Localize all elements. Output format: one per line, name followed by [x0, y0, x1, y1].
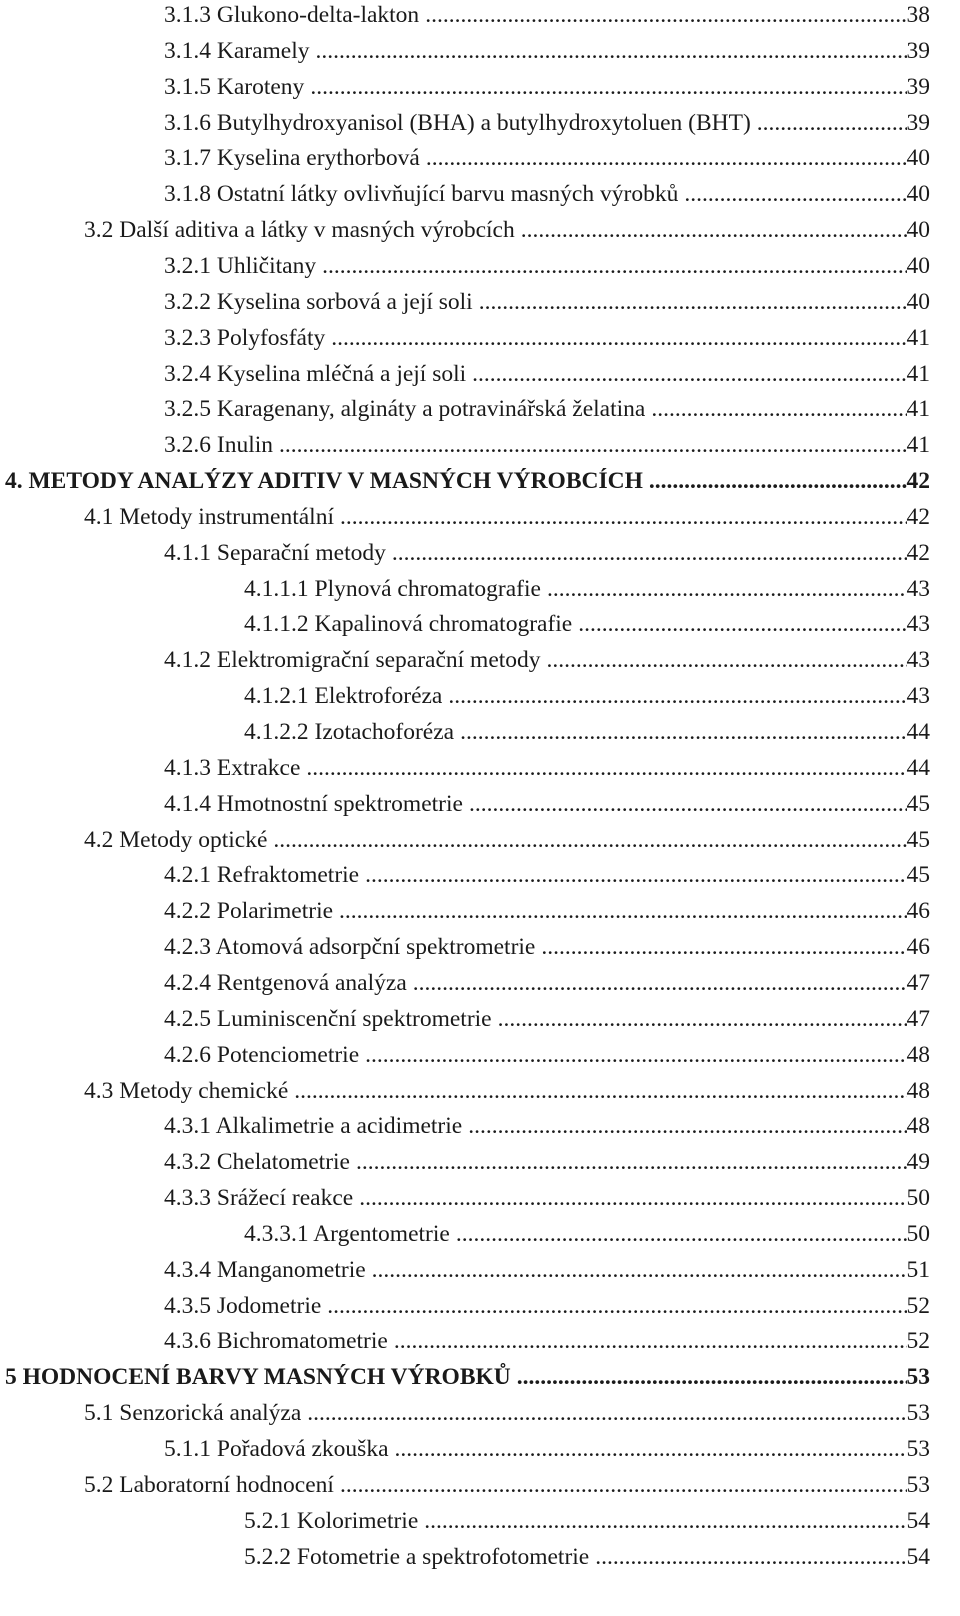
- toc-entry-title: 4.3.4 Manganometrie: [164, 1256, 366, 1283]
- toc-row: [0, 1147, 960, 1184]
- toc-row: [0, 1291, 960, 1328]
- toc-entry-link[interactable]: [5, 1362, 930, 1399]
- toc-entry-title: 4.2.2 Polarimetrie: [164, 898, 334, 925]
- toc-entry-page-number: 41: [906, 432, 930, 459]
- toc-row: [0, 1111, 960, 1148]
- dot-leader: [578, 609, 906, 639]
- dot-leader: [651, 394, 906, 424]
- toc-entry-link[interactable]: [164, 143, 930, 180]
- toc-row: [0, 179, 960, 216]
- toc-entry-link[interactable]: [164, 1183, 930, 1220]
- toc-entry-link[interactable]: [164, 287, 930, 324]
- toc-entry-page-number: 43: [906, 647, 930, 674]
- toc-entry-link[interactable]: [164, 1326, 930, 1363]
- toc-row: [0, 1470, 960, 1507]
- dot-leader: [517, 1362, 907, 1392]
- toc-entry-link[interactable]: [164, 1004, 930, 1041]
- dot-leader: [424, 1506, 906, 1536]
- toc-entry-link[interactable]: [84, 1470, 930, 1507]
- dot-leader: [456, 1219, 907, 1249]
- toc-entry-title: 4.2.5 Luminiscenční spektrometrie: [164, 1005, 492, 1032]
- dot-leader: [340, 502, 907, 532]
- dot-leader: [395, 1434, 907, 1464]
- dot-leader: [394, 1326, 907, 1356]
- toc-entry-title: 4.1.2.2 Izotachoforéza: [244, 719, 455, 745]
- dot-leader: [392, 538, 907, 568]
- toc-entry-link[interactable]: [164, 1291, 930, 1328]
- toc-entry-page-number: 46: [906, 898, 930, 925]
- dot-leader: [547, 574, 907, 604]
- toc-entry-link[interactable]: [84, 215, 930, 252]
- toc-entry-link[interactable]: [244, 1219, 930, 1256]
- toc-entry-page-number: 42: [906, 503, 930, 530]
- toc-entry-link[interactable]: [164, 896, 930, 933]
- toc-entry-title: 5.2 Laboratorní hodnocení: [84, 1471, 334, 1498]
- toc-entry-link[interactable]: [164, 323, 930, 360]
- dot-leader: [460, 717, 906, 747]
- dot-leader: [327, 1291, 906, 1321]
- toc-entry-title: 4.1.2.1 Elektroforéza: [244, 683, 443, 710]
- toc-row: [0, 538, 960, 575]
- toc-entry-title: 3.1.4 Karamely: [164, 37, 310, 64]
- toc-entry-page-number: 53: [906, 1471, 930, 1498]
- toc-entry-title: 4.2 Metody optické: [84, 826, 268, 853]
- toc-row: [0, 359, 960, 396]
- toc-entry-page-number: 46: [906, 934, 930, 961]
- toc-entry-title: 5.2.1 Kolorimetrie: [244, 1507, 419, 1534]
- toc-entry-page-number: 43: [906, 611, 930, 638]
- toc-entry-page-number: 45: [906, 862, 930, 889]
- toc-entry-link[interactable]: [164, 251, 930, 288]
- toc-entry-page-number: 45: [906, 826, 930, 853]
- toc-entry-page-number: 42: [906, 468, 930, 495]
- toc-entry-link[interactable]: [164, 932, 930, 969]
- toc-row: [0, 143, 960, 180]
- dot-leader: [365, 1040, 906, 1070]
- toc-row: [0, 1326, 960, 1363]
- dot-leader: [307, 1398, 906, 1428]
- toc-entry-title: 3.2.4 Kyselina mléčná a její soli: [164, 360, 467, 387]
- toc-row: [0, 717, 960, 754]
- dot-leader: [316, 36, 907, 66]
- dot-leader: [469, 789, 907, 819]
- toc-row: [0, 681, 960, 718]
- toc-entry-page-number: 43: [906, 575, 930, 602]
- toc-row: [0, 825, 960, 862]
- toc-entry-link[interactable]: [164, 1040, 930, 1077]
- toc-row: [0, 645, 960, 682]
- toc-row: [0, 1004, 960, 1041]
- dot-leader: [339, 896, 906, 926]
- toc-row: [0, 574, 960, 611]
- toc-entry-link[interactable]: [164, 860, 930, 897]
- dot-leader: [279, 430, 906, 460]
- toc-entry-title: 5 HODNOCENÍ BARVY MASNÝCH VÝROBKŮ: [5, 1364, 511, 1391]
- toc-entry-page-number: 52: [906, 1328, 930, 1355]
- toc-entry-link[interactable]: [244, 717, 930, 754]
- toc-entry-title: 3.1.7 Kyselina erythorbová: [164, 145, 420, 172]
- toc-entry-title: 3.1.8 Ostatní látky ovlivňující barvu masných výrobků: [164, 181, 679, 208]
- dot-leader: [595, 1542, 906, 1572]
- toc-row: [0, 1434, 960, 1471]
- toc-entry-page-number: 53: [906, 1400, 930, 1427]
- toc-entry-title: 3.2.6 Inulin: [164, 432, 274, 459]
- dot-leader: [322, 251, 906, 281]
- toc-row: [0, 1219, 960, 1256]
- dot-leader: [413, 968, 907, 998]
- toc-entry-title: 4.2.1 Refraktometrie: [164, 862, 360, 889]
- toc-row: [0, 1183, 960, 1220]
- dot-leader: [425, 0, 906, 30]
- dot-leader: [306, 753, 906, 783]
- toc-entry-link[interactable]: [84, 502, 930, 539]
- dot-leader: [273, 825, 906, 855]
- dot-leader: [468, 1111, 906, 1141]
- toc-entry-page-number: 44: [906, 754, 930, 781]
- toc-entry-page-number: 50: [906, 1185, 930, 1212]
- dot-leader: [359, 1183, 906, 1213]
- toc-entry-link[interactable]: [164, 789, 930, 826]
- toc-entry-title: 5.2.2 Fotometrie a spektrofotometrie: [244, 1543, 590, 1570]
- toc-entry-page-number: 50: [906, 1220, 930, 1247]
- dot-leader: [310, 72, 906, 102]
- toc-entry-title: 4.1.1.1 Plynová chromatografie: [244, 575, 541, 602]
- toc-entry-title: 3.2.5 Karagenany, algináty a potravinářská želatina: [164, 396, 646, 423]
- toc-entry-link[interactable]: [164, 538, 930, 575]
- toc-row: [0, 789, 960, 826]
- toc-entry-title: 3.2.1 Uhličitany: [164, 252, 317, 279]
- toc-entry-link[interactable]: [164, 1111, 930, 1148]
- toc-row: [0, 860, 960, 897]
- toc-entry-title: 3.2.2 Kyselina sorbová a její soli: [164, 288, 473, 315]
- toc-entry-page-number: 45: [906, 790, 930, 817]
- dot-leader: [547, 645, 907, 675]
- toc-entry-title: 4.3.1 Alkalimetrie a acidimetrie: [164, 1113, 463, 1140]
- toc-entry-page-number: 41: [906, 360, 930, 387]
- toc-row: [0, 1076, 960, 1113]
- toc-row: [0, 1362, 960, 1399]
- dot-leader: [472, 359, 906, 389]
- toc-entry-title: 3.1.5 Karoteny: [164, 73, 305, 100]
- toc-entry-link[interactable]: [164, 179, 930, 216]
- toc-row: [0, 466, 960, 503]
- toc-entry-page-number: 43: [906, 683, 930, 710]
- toc-entry-link[interactable]: [84, 825, 930, 862]
- dot-leader: [684, 179, 906, 209]
- toc-entry-link[interactable]: [164, 1255, 930, 1292]
- toc-row: [0, 896, 960, 933]
- dot-leader: [479, 287, 907, 317]
- toc-row: [0, 753, 960, 790]
- toc-entry-page-number: 49: [906, 1149, 930, 1176]
- dot-leader: [521, 215, 907, 245]
- toc-row: [0, 0, 960, 37]
- toc-entry-link[interactable]: [164, 0, 930, 37]
- toc-entry-page-number: 54: [906, 1507, 930, 1534]
- toc-entry-title: 4.3.5 Jodometrie: [164, 1292, 322, 1319]
- toc-entry-link[interactable]: [164, 72, 930, 109]
- toc-entry-page-number: 40: [906, 252, 930, 279]
- dot-leader: [757, 108, 907, 138]
- toc-entry-title: 3.2 Další aditiva a látky v masných výrobcích: [84, 217, 515, 244]
- dot-leader: [498, 1004, 907, 1034]
- dot-leader: [365, 860, 906, 890]
- toc-entry-page-number: 39: [906, 37, 930, 64]
- toc-row: [0, 932, 960, 969]
- toc-entry-page-number: 47: [906, 969, 930, 996]
- toc-entry-page-number: 40: [906, 288, 930, 315]
- toc-entry-page-number: 54: [906, 1543, 930, 1570]
- toc-entry-title: 3.2.3 Polyfosfáty: [164, 324, 326, 351]
- toc-entry-page-number: 40: [906, 181, 930, 208]
- toc-entry-link[interactable]: [164, 645, 930, 682]
- toc-row: [0, 72, 960, 109]
- toc-entry-title: 4.2.4 Rentgenová analýza: [164, 969, 407, 996]
- toc-row: [0, 394, 960, 431]
- toc-entry-title: 4.3.6 Bichromatometrie: [164, 1328, 388, 1355]
- toc-entry-page-number: 38: [906, 2, 930, 28]
- toc-entry-link[interactable]: [244, 1542, 930, 1579]
- toc-row: [0, 1542, 960, 1579]
- toc-entry-link[interactable]: [164, 968, 930, 1005]
- toc-entry-link[interactable]: [164, 753, 930, 790]
- toc-entry-page-number: 47: [906, 1005, 930, 1032]
- dot-leader: [331, 323, 906, 353]
- dot-leader: [294, 1076, 906, 1106]
- toc-entry-title: 4.1 Metody instrumentální: [84, 503, 334, 530]
- toc-entry-page-number: 39: [906, 109, 930, 136]
- dot-leader: [649, 466, 907, 496]
- toc-entry-page-number: 48: [906, 1041, 930, 1068]
- toc-entry-title: 3.1.3 Glukono-delta-lakton: [164, 2, 420, 28]
- toc-entry-page-number: 52: [906, 1292, 930, 1319]
- dot-leader: [426, 143, 907, 173]
- toc-entry-link[interactable]: [164, 1147, 930, 1184]
- toc-entry-link[interactable]: [244, 609, 930, 646]
- toc-entry-link[interactable]: [84, 1398, 930, 1435]
- toc-entry-link[interactable]: [244, 1506, 930, 1543]
- toc-row: [0, 430, 960, 467]
- toc-entry-page-number: 53: [906, 1436, 930, 1462]
- toc-entry-title: 4.3 Metody chemické: [84, 1077, 289, 1104]
- toc-entry-page-number: 48: [906, 1077, 930, 1104]
- toc-entry-page-number: 53: [906, 1364, 930, 1391]
- toc-entry-link[interactable]: [164, 36, 930, 73]
- toc-entry-title: 5.1 Senzorická analýza: [84, 1400, 302, 1427]
- toc-entry-title: 4.3.3 Srážecí reakce: [164, 1185, 354, 1212]
- toc-row: [0, 1255, 960, 1292]
- toc-entry-title: 4.3.3.1 Argentometrie: [244, 1220, 450, 1247]
- dot-leader: [372, 1255, 907, 1285]
- toc-row: [0, 502, 960, 539]
- toc-row: [0, 287, 960, 324]
- toc-row: [0, 1040, 960, 1077]
- toc-row: [0, 323, 960, 360]
- toc-entry-title: 4.3.2 Chelatometrie: [164, 1149, 350, 1176]
- toc-entry-page-number: 40: [906, 217, 930, 244]
- toc-entry-link[interactable]: [164, 394, 930, 431]
- toc-row: [0, 1506, 960, 1543]
- toc-entry-title: 4. METODY ANALÝZY ADITIV V MASNÝCH VÝROBCÍCH: [5, 468, 643, 495]
- dot-leader: [356, 1147, 907, 1177]
- toc-entry-link[interactable]: [164, 1434, 930, 1471]
- toc-row: [0, 1398, 960, 1435]
- toc-entry-link[interactable]: [164, 359, 930, 396]
- toc-entry-page-number: 48: [906, 1113, 930, 1140]
- toc-entry-link[interactable]: [244, 681, 930, 718]
- toc-entry-title: 4.1.2 Elektromigrační separační metody: [164, 647, 541, 674]
- toc-entry-page-number: 41: [906, 324, 930, 351]
- toc-entry-link[interactable]: [5, 466, 930, 503]
- toc-entry-title: 4.2.6 Potenciometrie: [164, 1041, 360, 1068]
- toc-row: [0, 968, 960, 1005]
- toc-entry-page-number: 42: [906, 539, 930, 566]
- toc-entry-title: 4.1.1.2 Kapalinová chromatografie: [244, 611, 573, 638]
- toc-entry-title: 4.1.4 Hmotnostní spektrometrie: [164, 790, 463, 817]
- dot-leader: [340, 1470, 907, 1500]
- toc-entry-page-number: 44: [906, 719, 930, 745]
- toc-entry-page-number: 40: [906, 145, 930, 172]
- toc-row: [0, 251, 960, 288]
- toc-row: [0, 36, 960, 73]
- toc-entry-page-number: 51: [906, 1256, 930, 1283]
- dot-leader: [541, 932, 906, 962]
- toc-entry-title: 3.1.6 Butylhydroxyanisol (BHA) a butylhydroxytoluen (BHT): [164, 109, 751, 136]
- toc-entry-title: 4.2.3 Atomová adsorpční spektrometrie: [164, 934, 536, 961]
- dot-leader: [448, 681, 906, 711]
- toc-entry-link[interactable]: [244, 574, 930, 611]
- toc-entry-link[interactable]: [164, 108, 930, 145]
- toc-entry-title: 4.1.3 Extrakce: [164, 754, 301, 781]
- toc-entry-title: 5.1.1 Pořadová zkouška: [164, 1436, 389, 1462]
- toc-entry-link[interactable]: [84, 1076, 930, 1113]
- toc-row: [0, 108, 960, 145]
- toc-entry-page-number: 39: [906, 73, 930, 100]
- toc-entry-title: 4.1.1 Separační metody: [164, 539, 386, 566]
- toc-row: [0, 609, 960, 646]
- toc-entry-page-number: 41: [906, 396, 930, 423]
- toc-entry-link[interactable]: [164, 430, 930, 467]
- toc-row: [0, 215, 960, 252]
